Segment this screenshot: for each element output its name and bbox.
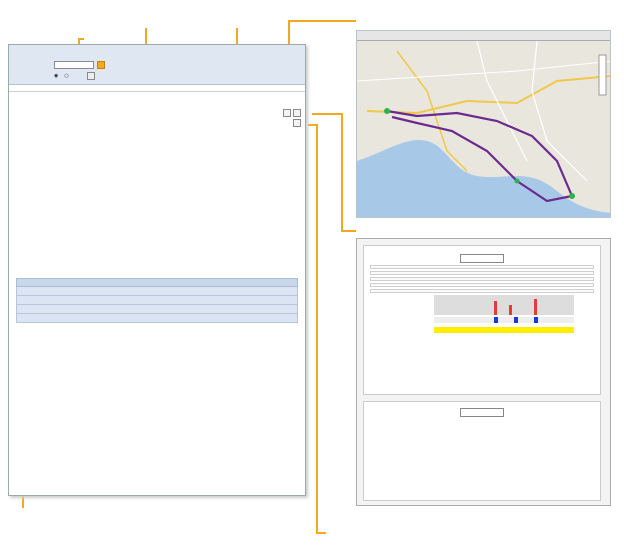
report-page-2 xyxy=(363,401,601,501)
report-mini-chart xyxy=(434,295,574,335)
mini-speed-peak xyxy=(509,305,512,315)
report-row xyxy=(370,289,594,293)
report-title xyxy=(460,254,504,263)
report-page-1 xyxy=(363,245,601,395)
waypoint-marker xyxy=(569,193,575,199)
mini-engine-off xyxy=(434,327,574,333)
info-title xyxy=(16,278,298,287)
leader-report-h1 xyxy=(312,113,342,115)
mini-driving-row xyxy=(434,317,574,323)
report-title-2 xyxy=(460,408,504,417)
report-buttons xyxy=(283,109,301,127)
report-row xyxy=(370,265,594,269)
report-row xyxy=(370,283,594,287)
mini-driving xyxy=(514,317,518,323)
leader-csv-h2 xyxy=(316,532,326,534)
mini-speed-bg xyxy=(434,295,574,315)
leader-csv-h1 xyxy=(308,124,316,126)
leader-report-v xyxy=(341,113,343,231)
route-button[interactable] xyxy=(283,109,291,117)
route-map[interactable] xyxy=(357,41,611,218)
report-button[interactable] xyxy=(293,109,301,117)
report-row xyxy=(370,271,594,275)
search-header xyxy=(9,45,305,85)
mini-speed-peak xyxy=(534,299,537,315)
section-title xyxy=(9,85,305,92)
mini-speed-peak xyxy=(494,301,497,315)
waypoint-marker xyxy=(515,179,520,184)
info-danger xyxy=(16,296,298,305)
mini-driving xyxy=(494,317,498,323)
report-event-table xyxy=(370,419,596,491)
show-button[interactable] xyxy=(87,72,95,80)
leader-calendar-h xyxy=(78,38,84,40)
leader-csv-v xyxy=(316,124,318,533)
mini-driving xyxy=(534,317,538,323)
start-marker xyxy=(384,108,390,114)
info-other xyxy=(16,314,298,323)
date-input[interactable] xyxy=(54,61,94,69)
calendar-icon[interactable] xyxy=(97,61,105,69)
report-preview xyxy=(356,238,611,506)
leader-route-h xyxy=(288,20,356,22)
radio-average[interactable]: ◉ xyxy=(54,72,59,79)
route-map-window xyxy=(356,30,611,218)
breadcrumb xyxy=(9,92,305,98)
report-row xyxy=(370,277,594,281)
radio-peak[interactable]: ○ xyxy=(64,72,69,79)
speed-status-chart xyxy=(9,108,305,268)
route-window-titlebar xyxy=(357,31,610,41)
info-eco xyxy=(16,305,298,314)
info-basic xyxy=(16,287,298,296)
zoom-slider xyxy=(599,55,606,95)
leader-report-h2 xyxy=(341,230,356,232)
daily-report-screen xyxy=(8,44,306,496)
csv-button[interactable] xyxy=(293,119,301,127)
info-table xyxy=(16,278,298,323)
